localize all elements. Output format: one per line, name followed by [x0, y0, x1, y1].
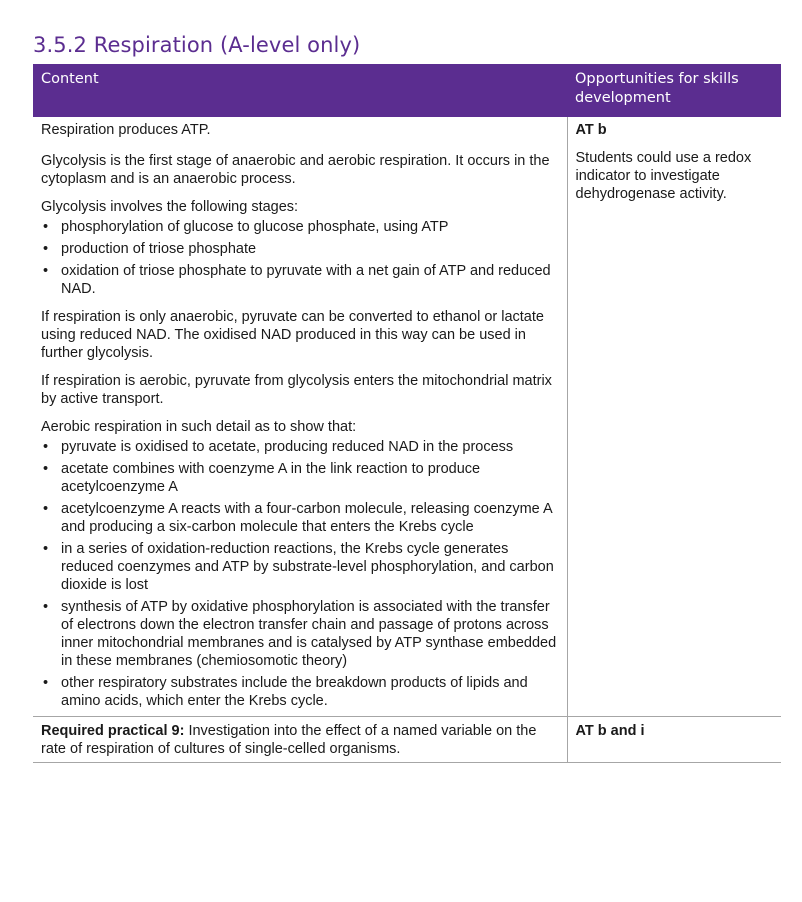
bullet-icon: • — [43, 461, 49, 477]
aerobic-statement: If respiration is aerobic, pyruvate from glycolysis enters the mitochondrial matrix by active transport. — [41, 373, 552, 407]
list-item — [41, 218, 559, 236]
list-item — [41, 460, 559, 496]
bullet-icon: • — [43, 219, 49, 235]
required-practical-cell — [33, 717, 567, 763]
bullet-icon: • — [43, 675, 49, 691]
list-item-text: synthesis of ATP by oxidative phosphorylation is associated with the transfer of electrons down the electron transfer chain and passage of protons across inner mitochondrial membranes and is catalysed by ATP synthase embedded in these membranes (chemiosomotic theory) — [61, 599, 557, 669]
glycolysis-intro: Glycolysis involves the following stages: — [41, 199, 299, 215]
list-item-text: phosphorylation of glucose to glucose phosphate, using ATP — [61, 219, 449, 235]
atp-statement: Respiration produces ATP. — [41, 122, 211, 138]
list-item-text: other respiratory substrates include the breakdown products of lipids and amino acids, which enter the Krebs cycle. — [61, 675, 528, 709]
bullet-icon: • — [43, 599, 49, 615]
skill-code: AT b and i — [575, 723, 645, 739]
bullet-icon: • — [43, 541, 49, 557]
aerobic-intro: Aerobic respiration in such detail as to show that: — [41, 419, 357, 435]
bullet-icon: • — [43, 263, 49, 279]
list-item-text: acetate combines with coenzyme A in the link reaction to produce acetylcoenzyme A — [61, 461, 481, 495]
list-item-text: pyruvate is oxidised to acetate, producing reduced NAD in the process — [61, 439, 514, 455]
list-item — [41, 262, 559, 298]
list-item — [41, 240, 559, 258]
content-cell — [33, 117, 567, 717]
table-header-row — [33, 64, 781, 117]
table-row — [33, 717, 781, 763]
bullet-icon: • — [43, 439, 49, 455]
skills-column-header: Opportunities for skills development — [567, 64, 781, 117]
glycolysis-stages-list — [41, 218, 559, 298]
list-item — [41, 540, 559, 594]
list-item — [41, 598, 559, 670]
bullet-icon: • — [43, 241, 49, 257]
glycolysis-statement: Glycolysis is the first stage of anaerobic and aerobic respiration. It occurs in the cytoplasm and is an anaerobic process. — [41, 153, 550, 187]
section-title: 3.5.2 Respiration (A-level only) — [33, 33, 361, 57]
skill-description: Students could use a redox indicator to investigate dehydrogenase activity. — [575, 150, 752, 202]
list-item — [41, 500, 559, 536]
bullet-icon: • — [43, 501, 49, 517]
list-item-text: production of triose phosphate — [61, 241, 257, 257]
table-row — [33, 117, 781, 717]
spec-table — [33, 64, 781, 763]
skill-code: AT b — [575, 122, 607, 138]
list-item-text: in a series of oxidation-reduction reactions, the Krebs cycle generates reduced coenzymes and ATP by substrate-level phosphorylation, and carbon dioxide is lost — [61, 541, 554, 593]
skills-cell — [567, 117, 781, 717]
skills-cell — [567, 717, 781, 763]
content-column-header: Content — [33, 64, 567, 117]
list-item-text: acetylcoenzyme A reacts with a four-carbon molecule, releasing coenzyme A and producing a six-carbon molecule that enters the Krebs cycle — [61, 501, 552, 535]
list-item — [41, 438, 559, 456]
list-item — [41, 674, 559, 710]
list-item-text: oxidation of triose phosphate to pyruvate with a net gain of ATP and reduced NAD. — [61, 263, 551, 297]
aerobic-points-list — [41, 438, 559, 710]
required-practical-label: Required practical 9: — [41, 723, 185, 739]
required-practical-description: Investigation into the effect of a named variable on the rate of respiration of cultures of single-celled organisms. — [41, 723, 537, 757]
required-practical-text — [41, 722, 559, 758]
anaerobic-statement: If respiration is only anaerobic, pyruvate can be converted to ethanol or lactate using reduced NAD. The oxidised NAD produced in this way can be used in further glycolysis. — [41, 309, 544, 361]
